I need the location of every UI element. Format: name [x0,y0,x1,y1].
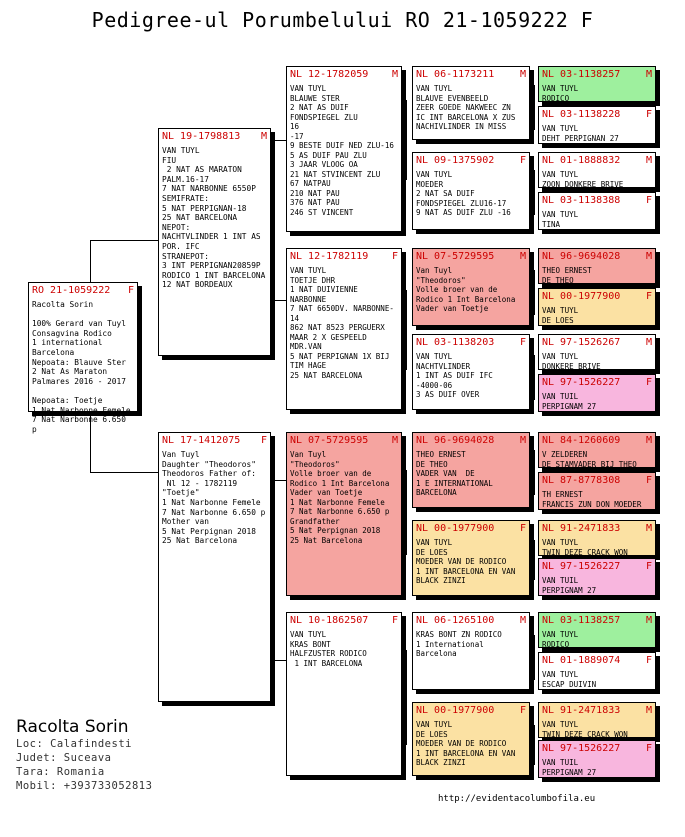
pigeon-notes: V ZELDEREN DE STAMVADER BIJ THEO [542,450,637,469]
connector-line [406,290,407,370]
pigeon-notes: VAN TUYL DE LOES MOEDER VAN DE RODICO 1 INT BARCELONA EN VAN BLACK ZINZI [416,720,516,767]
sex-badge: M [645,705,652,716]
sex-badge: M [519,615,526,626]
connector-line [534,270,535,315]
pigeon-notes: Van Tuyl "Theodoros" Volle broer van de Rodico 1 Int Barcelona Vader van Toetje 1 Nat Narbonne Femele 7 Nat Narbonne 6.650 p Grandfather 5 Nat Perpignan 2018 25 Nat Barcelona [290,450,390,545]
pigeon-card-g4-15[interactable] [538,702,656,738]
pigeon-notes: VAN TUYL TWIN DEZE CRACK WON [542,720,628,739]
pigeon-card-g4-10[interactable] [538,472,656,510]
sex-badge: M [645,69,652,80]
connector-line [534,540,535,580]
connector-line [406,100,407,180]
sex-badge: F [391,251,398,262]
sex-badge: F [519,155,526,166]
pigeon-notes: VAN TUYL ESCAP DUIVIN [542,670,597,689]
pigeon-card-g4-7[interactable] [538,334,656,370]
ring-number: NL 03-1138388 [542,195,621,206]
ring-number: NL 00-1977900 [416,705,495,716]
ring-number: NL 87-8778308 [542,475,621,486]
connector-line [534,725,535,765]
pigeon-card-g4-9[interactable] [538,432,656,468]
sex-badge: M [645,251,652,262]
sex-badge: M [645,337,652,348]
pigeon-card-dd[interactable] [286,612,402,776]
ring-number: NL 07-5729595 [416,251,495,262]
pigeon-card-sd[interactable] [286,248,402,410]
ring-number: NL 12-1782119 [290,251,369,262]
pigeon-notes: VAN TUYL NACHTVLINDER 1 INT AS DUIF IFC -4000-06 3 AS DUIF OVER [416,352,493,399]
pigeon-card-dss[interactable] [412,432,530,508]
pigeon-card-ds[interactable] [286,432,402,596]
ring-number: NL 97-1526227 [542,377,621,388]
pigeon-card-dam[interactable] [158,432,271,702]
ring-number: NL 03-1138228 [542,109,621,120]
connector-line [406,470,407,555]
pigeon-card-sss[interactable] [412,66,530,140]
pigeon-card-ss[interactable] [286,66,402,232]
pigeon-notes: VAN TUYL MOEDER 2 NAT SA DUIF FONDSPIEGEL ZLU16-17 9 NAT AS DUIF ZLU -16 [416,170,511,217]
pigeon-notes: VAN TUIL PERPIGNAM 27 [542,576,597,595]
sex-badge: F [519,337,526,348]
connector-line [90,472,158,473]
pigeon-notes: Van Tuyl Daughter "Theodoros" Theodoros Father of: Nl 12 - 1782119 "Toetje" 1 Nat Narbonne Femele 7 Nat Narbonne 6.650 p Mother van 5 Nat Perpignan 2018 25 Nat Barcelona [162,450,266,546]
pigeon-card-g4-8[interactable] [538,374,656,412]
pigeon-notes: KRAS BONT ZN RODICO 1 International Barcelona [416,630,502,658]
connector-line [90,240,91,282]
owner-county: Judet: Suceava [16,752,112,764]
pigeon-card-root[interactable] [28,282,138,434]
sex-badge: M [645,435,652,446]
ring-number: NL 91-2471833 [542,705,621,716]
pigeon-notes: VAN TUYL RODICO [542,630,579,649]
sex-badge: M [645,523,652,534]
pigeon-card-g4-6[interactable] [538,288,656,326]
website-link[interactable]: http://evidentacolumbofila.eu [438,794,596,804]
sex-badge: F [519,523,526,534]
ring-number: NL 96-9694028 [416,435,495,446]
ring-number: NL 97-1526227 [542,561,621,572]
connector-line [534,85,535,130]
ring-number: RO 21-1059222 [32,285,111,296]
pigeon-card-g4-12[interactable] [538,558,656,596]
ring-number: NL 01-1889074 [542,655,621,666]
sex-badge: M [519,435,526,446]
ring-number: NL 06-1265100 [416,615,495,626]
ring-number: NL 91-2471833 [542,523,621,534]
pigeon-notes: VAN TUYL DONKERE BRIVE [542,352,601,371]
sex-badge: M [645,155,652,166]
pigeon-card-g4-5[interactable] [538,248,656,284]
pigeon-card-g4-1[interactable] [538,66,656,102]
pigeon-card-g4-4[interactable] [538,192,656,230]
ring-number: NL 97-1526227 [542,743,621,754]
pigeon-card-sire[interactable] [158,128,271,356]
pigeon-notes: VAN TUYL DEHT PERPIGNAN 27 [542,124,619,143]
ring-number: NL 06-1173211 [416,69,495,80]
owner-phone: Mobil: +393733052813 [16,780,153,792]
pigeon-notes: VAN TUYL BLAUVE EVENBEELD ZEER GOEDE NAKWEEC ZN IC INT BARCELONA X ZUS NACHIVLINDER IN MISS [416,84,516,131]
owner-name: Racolta Sorin [16,717,129,737]
owner-location: Loc: Calafindesti [16,738,132,750]
pigeon-notes: THEO ERNEST DE THEO VADER VAN DE 1 E INTERNATIONAL BARCELONA [416,450,493,497]
ring-number: NL 96-9694028 [542,251,621,262]
pigeon-card-sdd[interactable] [412,334,530,410]
pigeon-card-g4-11[interactable] [538,520,656,556]
sex-badge: F [645,561,652,572]
ring-number: NL 12-1782059 [290,69,369,80]
sex-badge: M [260,131,267,142]
ring-number: NL 09-1375902 [416,155,495,166]
pigeon-notes: VAN TUYL KRAS BONT HALFZUSTER RODICO 1 INT BARCELONA [290,630,367,668]
ring-number: NL 00-1977900 [542,291,621,302]
sex-badge: M [391,435,398,446]
sex-badge: M [519,69,526,80]
owner-country: Tara: Romania [16,766,105,778]
connector-line [534,355,535,400]
ring-number: NL 84-1260609 [542,435,621,446]
ring-number: NL 07-5729595 [290,435,369,446]
sex-badge: F [645,109,652,120]
ring-number: NL 00-1977900 [416,523,495,534]
pigeon-card-g4-2[interactable] [538,106,656,144]
connector-line [534,635,535,680]
pigeon-notes: Van Tuyl "Theodoros" Volle broer van de Rodico 1 Int Barcelona Vader van Toetje [416,266,516,313]
pigeon-card-sds[interactable] [412,248,530,326]
pigeon-notes: VAN TUYL RODICO [542,84,579,103]
pigeon-card-g4-16[interactable] [538,740,656,778]
pigeon-notes: VAN TUYL TINA [542,210,579,229]
sex-badge: F [260,435,267,446]
pigeon-notes: TH ERNEST FRANCIS ZUN DON MOEDER [542,490,642,509]
pigeon-notes: VAN TUIL PERPIGNAM 27 [542,758,597,777]
pigeon-notes: VAN TUIL PERPIGNAM 27 [542,392,597,411]
connector-line [90,240,158,241]
pigeon-notes: VAN TUYL BLAUWE STER 2 NAT AS DUIF FONDSPIEGEL ZLU 16 -17 9 BESTE DUIF NED ZLU-16 5 AS DUIF PAU ZLU 3 JAAR VLOOG OA 21 NAT STVINCENT ZLU 67 NATPAU 210 NAT PAU 376 NAT PAU 246 ST VINCENT [290,84,394,217]
ring-number: NL 03-1138257 [542,615,621,626]
ring-number: NL 10-1862507 [290,615,369,626]
ring-number: NL 03-1138203 [416,337,495,348]
pigeon-notes: VAN TUYL ZOON DONKERE BRIVE [542,170,624,189]
pigeon-notes: Racolta Sorin 100% Gerard van Tuyl Consagvina Rodico 1 international Barcelona Nepoata: Blauve Ster 2 Nat As Maraton Palmares 2016 - 2017 Nepoata: Toetje 1 Nat Narbonne Femele 7 Nat Narbonne 6.650 p [32,300,131,434]
connector-line [534,450,535,495]
pigeon-card-g4-14[interactable] [538,652,656,690]
sex-badge: F [645,291,652,302]
sex-badge: F [645,377,652,388]
sex-badge: F [391,615,398,626]
sex-badge: F [645,475,652,486]
pigeon-card-ddd[interactable] [412,702,530,776]
owner-info [16,717,152,793]
pigeon-card-g4-3[interactable] [538,152,656,188]
pigeon-notes: VAN TUYL DE LOES [542,306,579,325]
pigeon-card-dsd[interactable] [412,520,530,596]
pigeon-notes: VAN TUYL FIU 2 NAT AS MARATON PALM.16-17 7 NAT NARBONNE 6550P SEMIFRATE: 5 NAT PERPIGNAN-18 25 NAT BARCELONA NEPOT: NACHTVLINDER 1 INT AS POR. IFC STRANEPOT: 3 INT PERPIGNAN20859P RODICO 1 INT BARCELONA 12 NAT BORDEAUX [162,146,266,290]
sex-badge: F [645,195,652,206]
sex-badge: F [645,743,652,754]
sex-badge: M [519,251,526,262]
pigeon-card-ssd[interactable] [412,152,530,230]
ring-number: NL 03-1138257 [542,69,621,80]
ring-number: NL 01-1888832 [542,155,621,166]
connector-line [534,170,535,215]
sex-badge: M [645,615,652,626]
connector-line [406,650,407,745]
pigeon-notes: VAN TUYL TOETJE DHR 1 NAT DUIVIENNE NARBONNE 7 NAT 6650DV. NARBONNE- 14 862 NAT 8523 PERGUERX MAAR 2 X GESPEELD MDR.VAN 5 NAT PERPIGNAN 1X BIJ TIM HAGE 25 NAT BARCELONA [290,266,394,380]
page-title: Pedigree-ul Porumbelului RO 21-1059222 F [91,8,594,32]
pigeon-notes: VAN TUYL DE LOES MOEDER VAN DE RODICO 1 INT BARCELONA EN VAN BLACK ZINZI [416,538,516,585]
ring-number: NL 17-1412075 [162,435,241,446]
ring-number: NL 19-1798813 [162,131,241,142]
pigeon-card-dds[interactable] [412,612,530,690]
sex-badge: M [391,69,398,80]
pigeon-notes: VAN TUYL TWIN DEZE CRACK WON [542,538,628,557]
sex-badge: F [645,655,652,666]
ring-number: NL 97-1526267 [542,337,621,348]
pigeon-card-g4-13[interactable] [538,612,656,648]
sex-badge: F [519,705,526,716]
pigeon-notes: THEO ERNEST DE THEO [542,266,592,285]
sex-badge: F [127,285,134,296]
